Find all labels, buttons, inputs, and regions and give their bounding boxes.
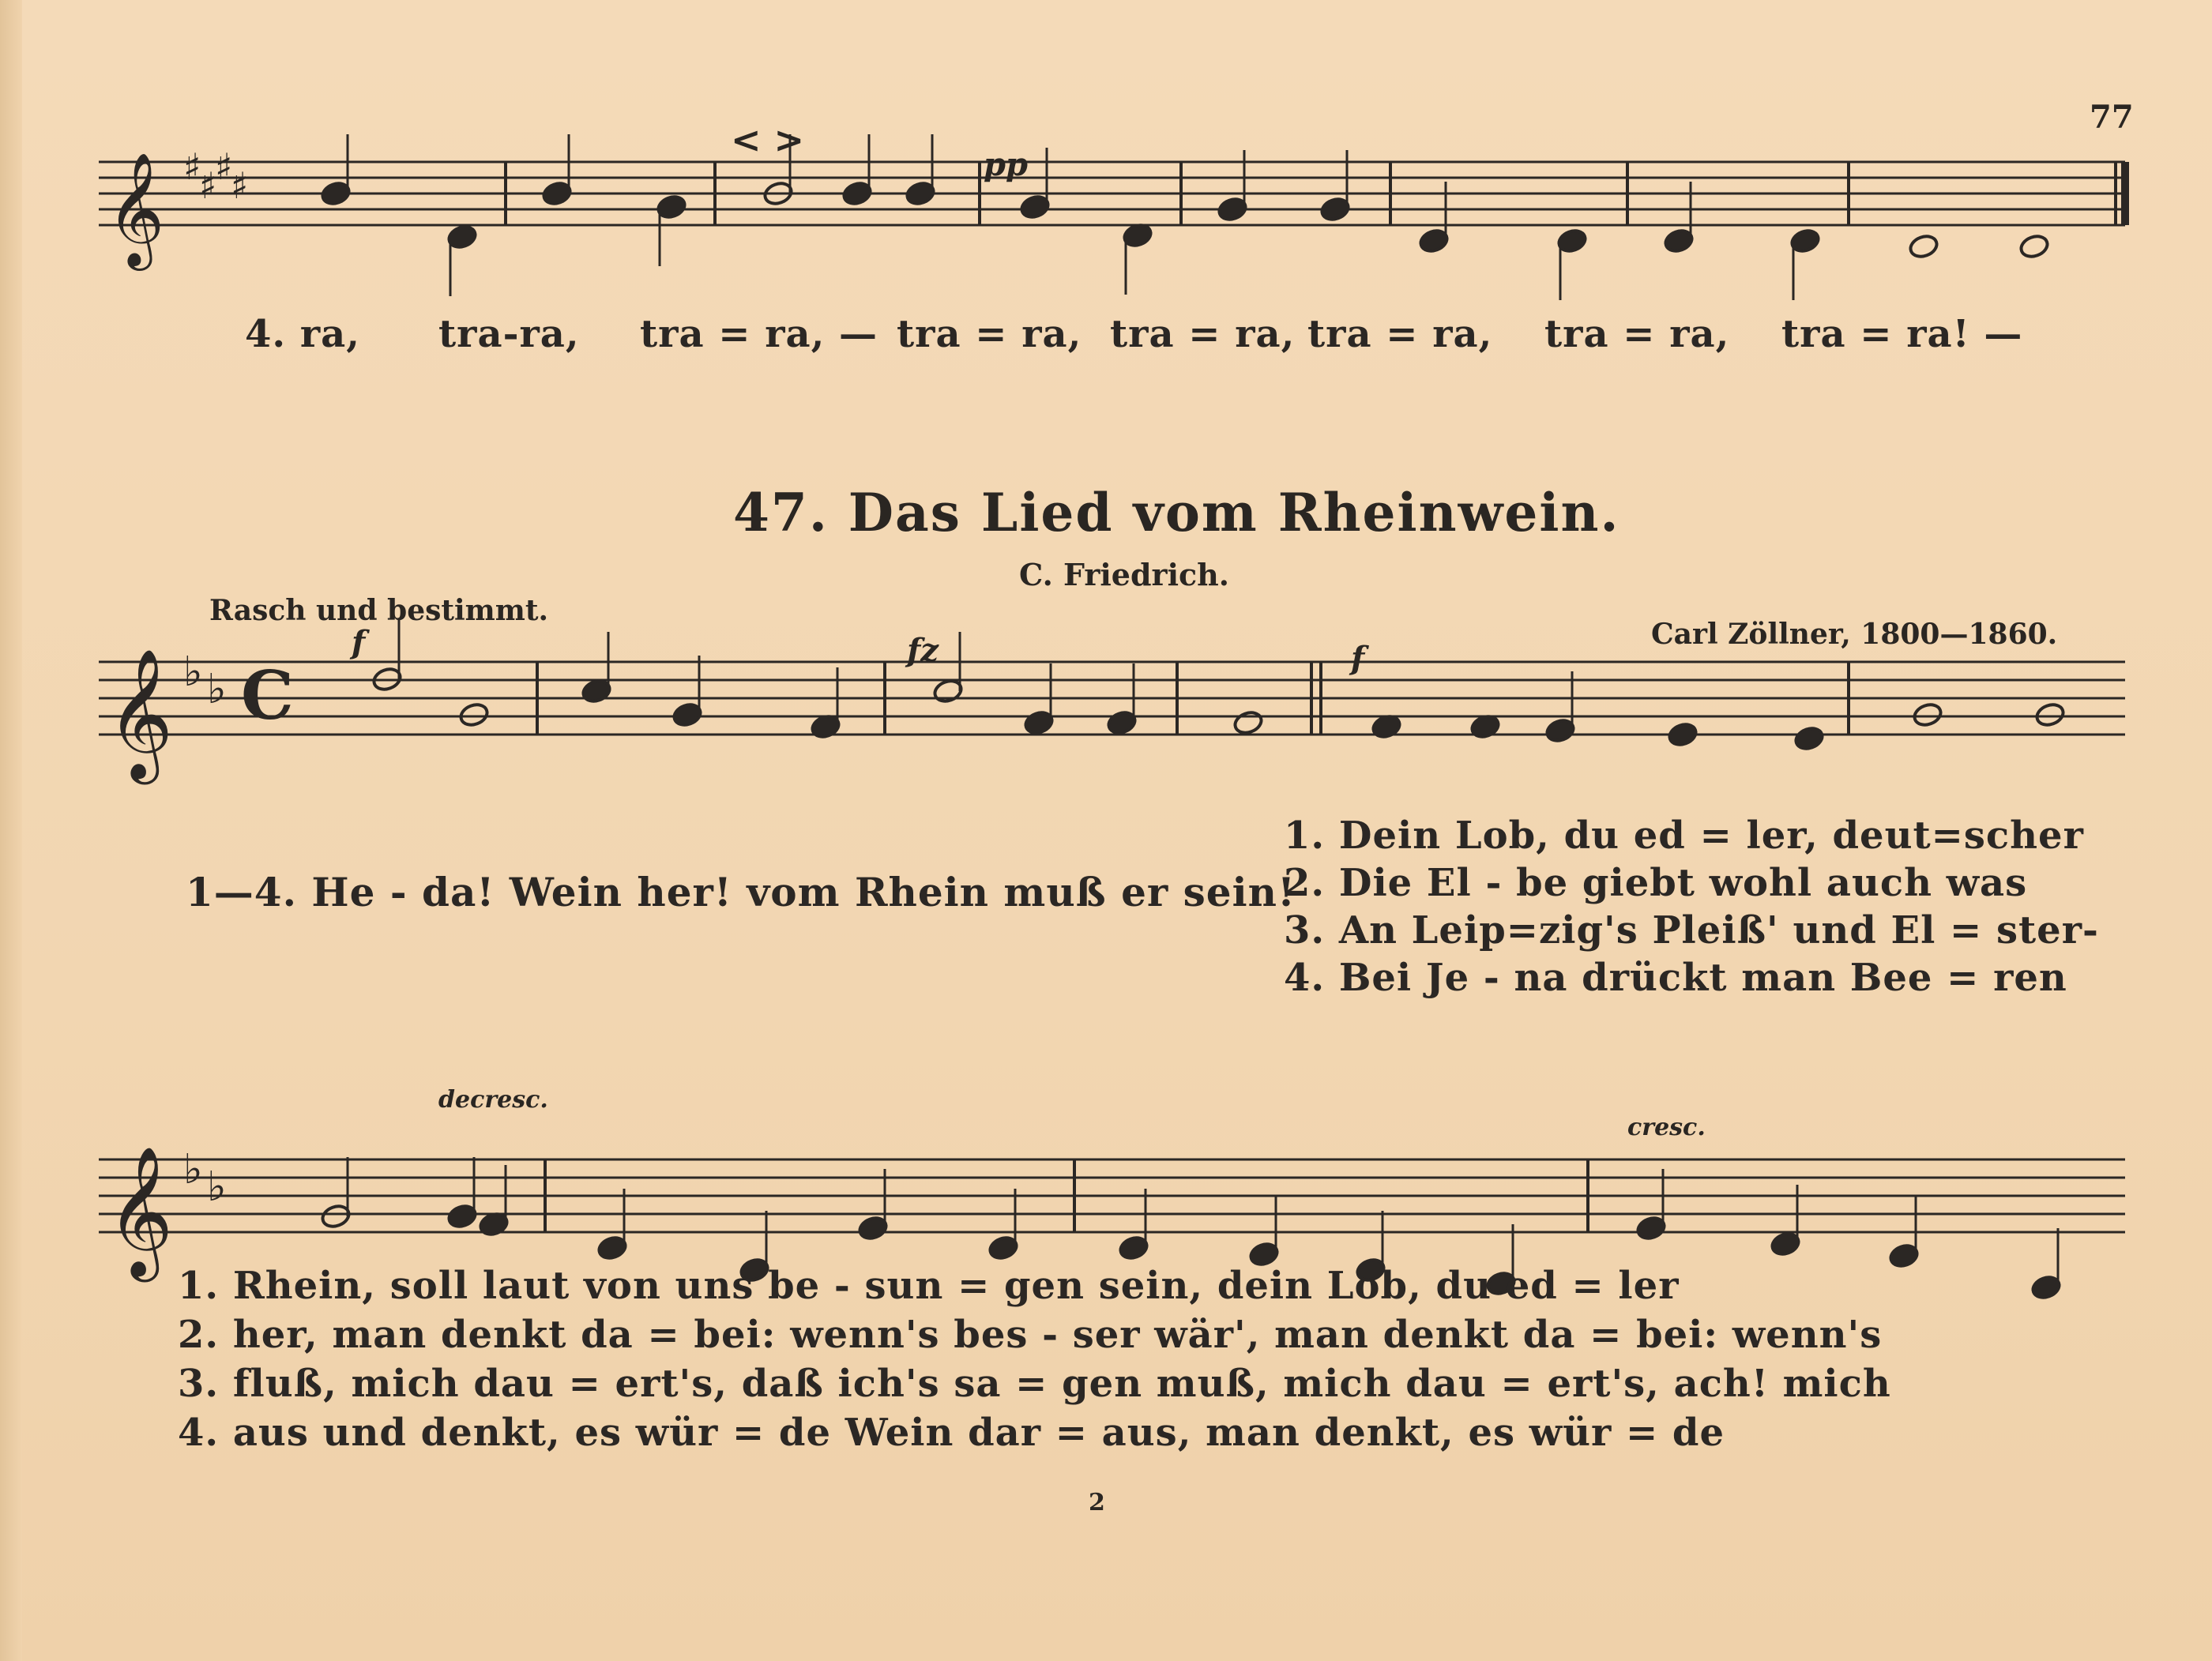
dynamic-forte: f bbox=[1351, 640, 1365, 677]
lyricist: C. Friedrich. bbox=[1019, 557, 1229, 592]
lyric-syllable: tra = ra, — bbox=[640, 312, 878, 356]
verse-line: 4. aus und denkt, es wür = de Wein dar = aus, man denkt, es wür = de bbox=[178, 1411, 1725, 1455]
note-head bbox=[2018, 233, 2050, 260]
lyric-syllable: tra = ra, bbox=[1544, 312, 1730, 356]
dynamic-fz: fz bbox=[907, 632, 939, 669]
composer: Carl Zöllner, 1800—1860. bbox=[1651, 618, 2058, 651]
notes-group bbox=[320, 134, 2066, 1301]
sharp-icon: ♯ bbox=[231, 164, 249, 207]
tempo-marking: Rasch und bestimmt. bbox=[209, 594, 549, 627]
refrain-line: 1—4. He - da! Wein her! vom Rhein muß er sein! bbox=[186, 869, 1296, 915]
note-head bbox=[2034, 701, 2066, 728]
verse-line: 3. fluß, mich dau = ert's, daß ich's sa = gen muß, mich dau = ert's, ach! mich bbox=[178, 1362, 1891, 1406]
note-head bbox=[1232, 709, 1264, 736]
treble-clef-icon: 𝄞 bbox=[107, 1145, 174, 1276]
flat-icon: ♭ bbox=[183, 1146, 203, 1193]
verse-line: 1. Rhein, soll laut von uns be - sun = gen sein, dein Lob, du ed = ler bbox=[178, 1264, 1680, 1308]
sharp-icon: ♯ bbox=[215, 145, 233, 188]
note-head bbox=[458, 701, 490, 728]
lyric-syllable: tra = ra, bbox=[897, 312, 1082, 356]
verse-line: 1. Dein Lob, du ed = ler, deut=scher bbox=[1284, 814, 2084, 858]
flat-icon: ♭ bbox=[183, 648, 203, 696]
flat-icon: ♭ bbox=[207, 666, 227, 713]
verse-line: 2. her, man denkt da = bei: wenn's bes - ser wär', man denkt da = bei: wenn's bbox=[178, 1313, 1883, 1357]
lyric-syllable: tra = ra! — bbox=[1781, 312, 2023, 356]
lyric-syllable: tra-ra, bbox=[438, 312, 580, 356]
treble-clef-icon: 𝄞 bbox=[107, 648, 174, 779]
crescendo-mark: cresc. bbox=[1627, 1114, 1706, 1141]
song-title: 47. Das Lied vom Rheinwein. bbox=[733, 482, 1620, 543]
page-number: 77 bbox=[2090, 99, 2134, 136]
note-head bbox=[1667, 721, 1698, 748]
hairpin-dynamics: < > bbox=[731, 118, 805, 161]
signature-mark: 2 bbox=[1089, 1489, 1105, 1516]
lyric-syllable: tra = ra, bbox=[1110, 312, 1296, 356]
decrescendo-mark: decresc. bbox=[438, 1086, 548, 1114]
sharp-icon: ♯ bbox=[183, 145, 201, 188]
lyric-syllable: 4. ra, bbox=[245, 312, 360, 356]
verse-line: 3. An Leip=zig's Pleiß' und El = ster- bbox=[1284, 908, 2099, 953]
dynamic-forte: f bbox=[352, 624, 366, 661]
sharp-icon: ♯ bbox=[199, 164, 217, 207]
lyric-syllable: tra = ra, bbox=[1307, 312, 1493, 356]
note-head bbox=[1912, 701, 1943, 728]
note-head bbox=[1793, 725, 1825, 752]
verse-line: 2. Die El - be giebt wohl auch was bbox=[1284, 861, 2028, 905]
dynamic-pp: pp bbox=[984, 146, 1028, 183]
note-head bbox=[1908, 233, 1939, 260]
verse-line: 4. Bei Je - na drückt man Bee = ren bbox=[1284, 956, 2067, 1000]
common-time-icon: C bbox=[241, 656, 294, 735]
flat-icon: ♭ bbox=[207, 1163, 227, 1211]
treble-clef-icon: 𝄞 bbox=[107, 152, 165, 266]
